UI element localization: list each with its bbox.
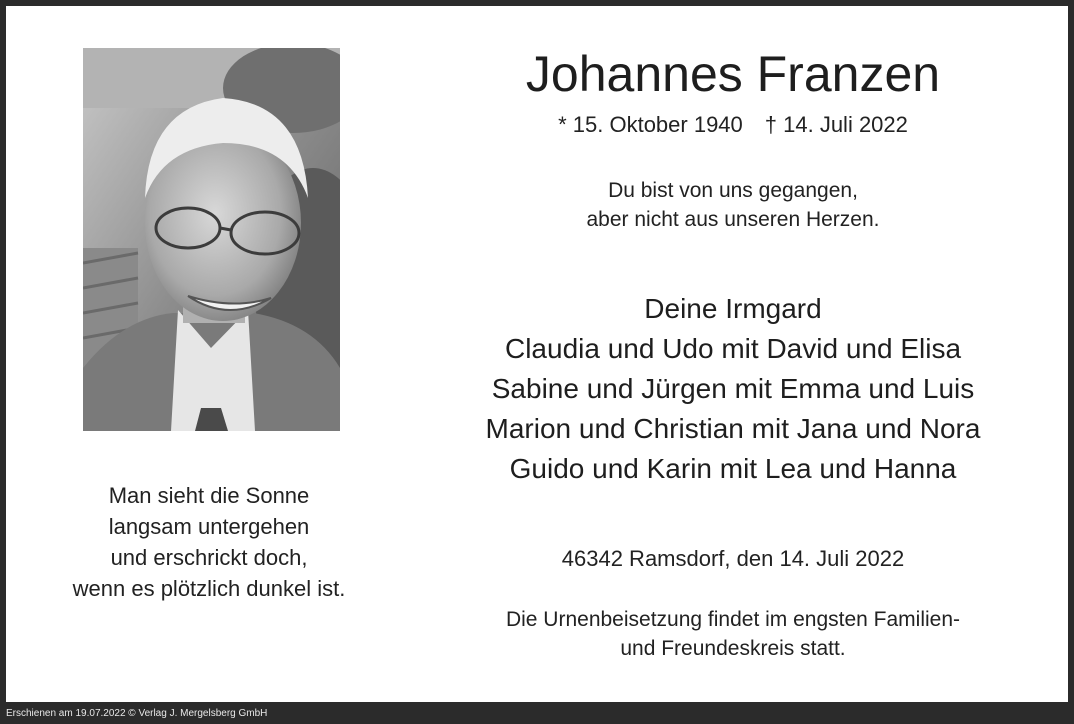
mourner-line: Claudia und Udo mit David und Elisa [504, 333, 962, 364]
publication-footer: Erschienen am 19.07.2022 © Verlag J. Mergelsberg GmbH [6, 708, 268, 719]
burial-note [376, 605, 1074, 663]
burial-note-line: Die Urnenbeisetzung findet im engsten Familien- [505, 608, 961, 631]
quote-line: Du bist von uns gegangen, [608, 179, 858, 202]
mourner-line: Sabine und Jürgen mit Emma und Luis [491, 373, 975, 404]
mourners-list [376, 289, 1074, 489]
burial-note-line: und Freundeskreis statt. [620, 637, 846, 660]
deceased-name: Johannes Franzen [525, 46, 941, 102]
place-and-date: 46342 Ramsdorf, den 14. Juli 2022 [561, 546, 905, 571]
verse-line: langsam untergehen [108, 514, 310, 539]
death-date: † 14. Juli 2022 [764, 112, 908, 137]
portrait-photo [83, 48, 340, 431]
verse-line: wenn es plötzlich dunkel ist. [72, 576, 346, 601]
life-dates [376, 112, 1074, 138]
verse [26, 480, 392, 604]
mourner-line: Marion und Christian mit Jana und Nora [485, 413, 981, 444]
obituary-card [6, 6, 1068, 702]
mourner-line: Deine Irmgard [644, 293, 822, 324]
verse-line: und erschrickt doch, [110, 545, 308, 570]
verse-line: Man sieht die Sonne [108, 483, 310, 508]
farewell-quote [376, 176, 1074, 234]
mourner-line: Guido und Karin mit Lea und Hanna [509, 453, 957, 484]
quote-line: aber nicht aus unseren Herzen. [586, 208, 880, 231]
birth-date: * 15. Oktober 1940 [558, 112, 743, 137]
